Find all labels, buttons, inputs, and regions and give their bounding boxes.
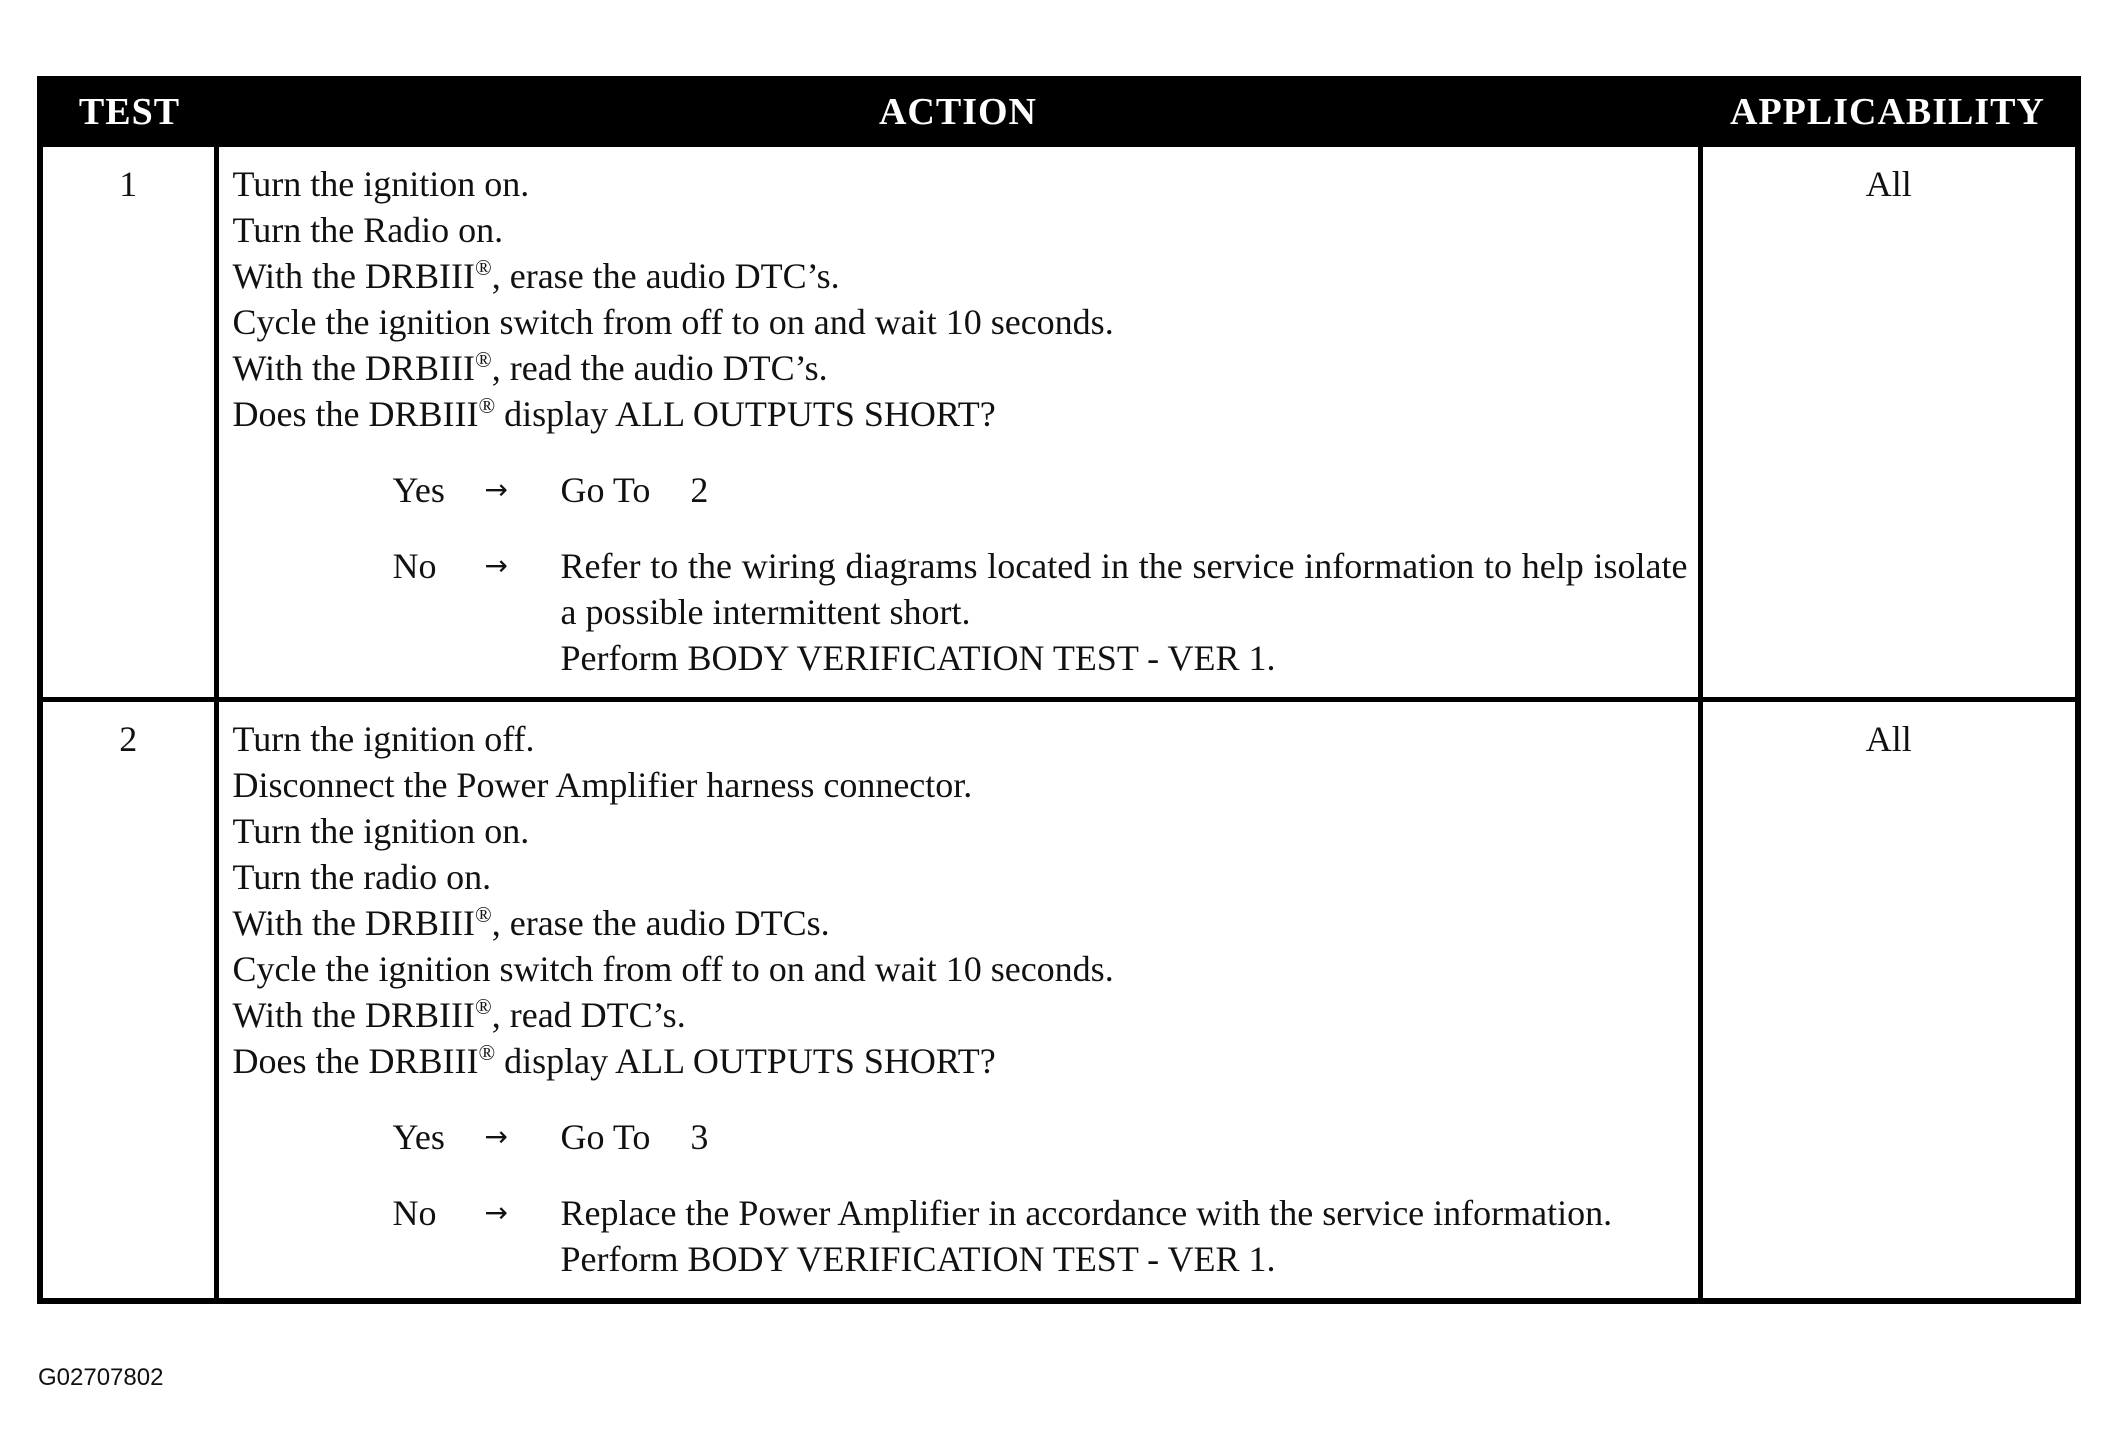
diagnostic-test-table	[37, 76, 2081, 1304]
step-text: With the DRBIII	[232, 348, 476, 388]
header-test: TEST	[40, 79, 216, 145]
yes-result	[561, 1114, 1688, 1160]
header-action: ACTION	[216, 79, 1700, 145]
yes-result	[561, 467, 1688, 513]
action-step	[233, 345, 1688, 391]
step-text: , read the audio DTC’s.	[491, 348, 828, 388]
step-text: With the DRBIII	[232, 903, 476, 943]
action-step: Cycle the ignition switch from off to on and wait 10 seconds.	[232, 949, 1114, 989]
action-step: Turn the ignition on.	[232, 811, 530, 851]
no-result	[561, 1190, 1688, 1282]
action-step: Turn the radio on.	[232, 857, 492, 897]
test-number: 1	[40, 145, 216, 700]
table-row	[40, 145, 2078, 700]
applicability-value: All	[1700, 145, 2078, 700]
no-label: No	[392, 1193, 437, 1233]
registered-mark: ®	[478, 1040, 496, 1065]
registered-mark: ®	[475, 347, 492, 372]
step-text: , erase the audio DTC’s.	[491, 256, 840, 296]
goto-text: Go To	[560, 1117, 651, 1157]
table-row	[40, 700, 2078, 1302]
table-header	[40, 79, 2078, 145]
action-step: Cycle the ignition switch from off to on and wait 10 seconds.	[232, 302, 1114, 342]
step-text: display ALL OUTPUTS SHORT?	[495, 1041, 996, 1081]
no-outcome	[233, 543, 1688, 681]
no-result	[561, 543, 1688, 681]
action-step	[233, 1038, 1688, 1084]
action-cell	[216, 145, 1700, 700]
step-text: display ALL OUTPUTS SHORT?	[495, 394, 996, 434]
registered-mark: ®	[475, 255, 492, 280]
goto-text: Go To	[560, 470, 651, 510]
no-result-text: Refer to the wiring diagrams located in the service information to help isolate a possible intermittent short.	[560, 546, 1688, 632]
no-result-text: Replace the Power Amplifier in accordance with the service information.	[560, 1193, 1613, 1233]
yes-outcome	[233, 1114, 1688, 1160]
step-text: Does the DRBIII	[232, 1041, 479, 1081]
step-text: , read DTC’s.	[491, 995, 686, 1035]
action-step: Disconnect the Power Amplifier harness connector.	[232, 765, 973, 805]
action-step	[233, 992, 1688, 1038]
action-step: Turn the Radio on.	[232, 210, 504, 250]
right-arrow-icon: →	[484, 549, 508, 582]
action-step: Turn the ignition off.	[232, 719, 535, 759]
action-step	[233, 253, 1688, 299]
table-body	[40, 145, 2078, 1302]
action-step	[233, 391, 1688, 437]
goto-test-number: 2	[690, 470, 709, 510]
applicability-value: All	[1700, 700, 2078, 1302]
no-outcome	[233, 1190, 1688, 1282]
action-cell	[216, 700, 1700, 1302]
goto-test-number: 3	[690, 1117, 709, 1157]
perform-verification-text: Perform BODY VERIFICATION TEST - VER 1.	[560, 638, 1276, 678]
action-step	[233, 900, 1688, 946]
yes-label: Yes	[392, 470, 445, 510]
right-arrow-icon: →	[484, 1120, 508, 1153]
figure-id: G02707802	[38, 1364, 164, 1391]
step-text: Does the DRBIII	[232, 394, 479, 434]
step-text: With the DRBIII	[232, 995, 476, 1035]
registered-mark: ®	[478, 393, 496, 418]
perform-verification-text: Perform BODY VERIFICATION TEST - VER 1.	[560, 1239, 1276, 1279]
action-step: Turn the ignition on.	[232, 164, 530, 204]
right-arrow-icon: →	[484, 1196, 508, 1229]
yes-outcome	[233, 467, 1688, 513]
step-text: With the DRBIII	[232, 256, 476, 296]
header-applicability: APPLICABILITY	[1700, 79, 2078, 145]
right-arrow-icon: →	[484, 473, 508, 506]
no-label: No	[392, 546, 437, 586]
registered-mark: ®	[475, 902, 492, 927]
registered-mark: ®	[475, 994, 492, 1019]
yes-label: Yes	[392, 1117, 445, 1157]
test-number: 2	[40, 700, 216, 1302]
step-text: , erase the audio DTCs.	[491, 903, 830, 943]
